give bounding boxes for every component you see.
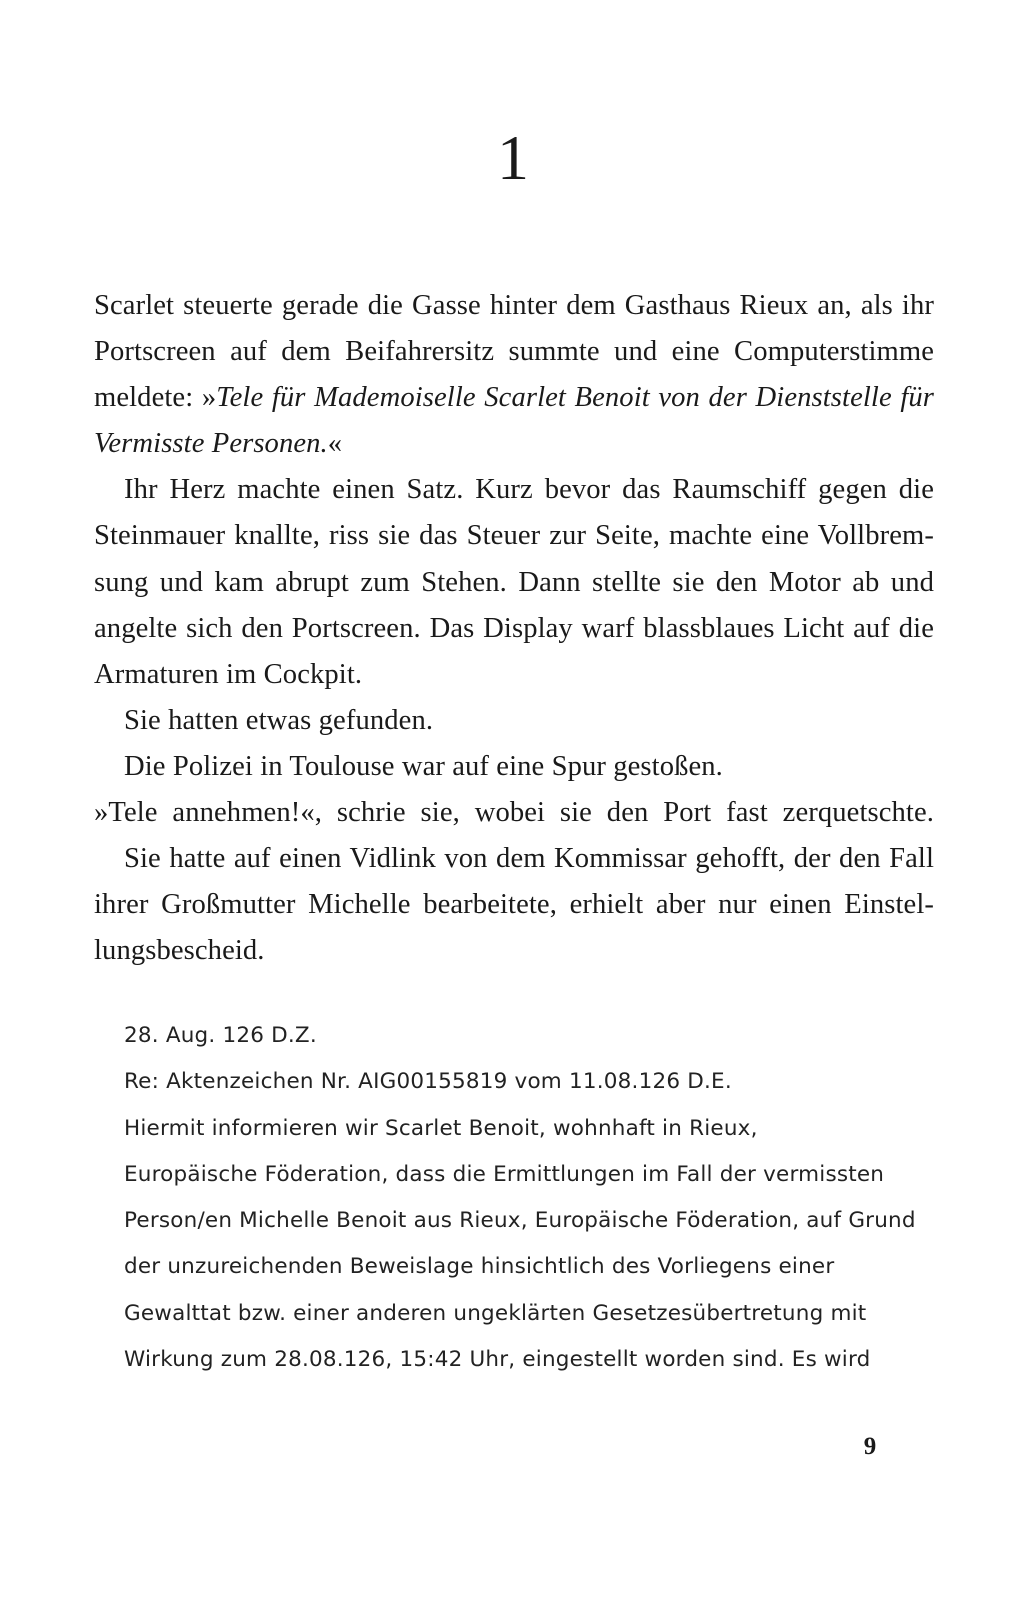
body-line-suffix: « xyxy=(327,428,343,460)
official-notice xyxy=(124,1013,916,1383)
body-line: Steinmauer knallte, riss sie das Steuer zur Seite, machte eine Vollbrem- xyxy=(94,520,934,552)
notice-line: Wirkung zum 28.08.126, 15:42 Uhr, eingestellt worden sind. Es wird xyxy=(124,1347,871,1373)
chapter-number: 1 xyxy=(497,122,529,193)
italic-quote: Vermisste Personen. xyxy=(94,428,328,460)
body-line: Die Polizei in Toulouse war auf eine Spur gestoßen. xyxy=(124,750,723,782)
body-line: Sie hatte auf einen Vidlink von dem Kommissar gehofft, der den Fall xyxy=(124,843,934,875)
body-line: Armaturen im Cockpit. xyxy=(94,658,363,690)
body-line-prefix: meldete: » xyxy=(94,382,217,414)
body-line xyxy=(94,375,934,421)
body-line: angelte sich den Portscreen. Das Display warf blassblaues Licht auf die xyxy=(94,612,934,644)
body-line: Portscreen auf dem Beifahrersitz summte und eine Computerstimme xyxy=(94,336,934,368)
notice-line: Re: Aktenzeichen Nr. AIG00155819 vom 11.08.126 D.E. xyxy=(124,1069,732,1095)
page-number: 9 xyxy=(863,1433,877,1460)
italic-quote: Tele für Mademoiselle Scarlet Benoit von der Dienststelle für xyxy=(216,382,934,414)
body-text xyxy=(94,283,934,974)
body-line: »Tele annehmen!«, schrie sie, wobei sie den Port fast zerquetschte. xyxy=(94,797,934,829)
notice-line: Europäische Föderation, dass die Ermittlungen im Fall der vermissten xyxy=(124,1161,885,1187)
body-line: Scarlet steuerte gerade die Gasse hinter dem Gasthaus Rieux an, als ihr xyxy=(94,290,934,321)
body-line xyxy=(94,421,934,467)
notice-line: Person/en Michelle Benoit aus Rieux, Europäische Föderation, auf Grund xyxy=(124,1208,916,1234)
notice-line: Hiermit informieren wir Scarlet Benoit, wohnhaft in Rieux, xyxy=(124,1115,758,1141)
body-line: Ihr Herz machte einen Satz. Kurz bevor das Raumschiff gegen die xyxy=(124,474,934,506)
notice-line: 28. Aug. 126 D.Z. xyxy=(124,1023,317,1048)
body-line: sung und kam abrupt zum Stehen. Dann stellte sie den Motor ab und xyxy=(94,566,934,598)
body-line: Sie hatten etwas gefunden. xyxy=(124,704,434,736)
notice-line: der unzureichenden Beweislage hinsichtlich des Vorliegens einer xyxy=(124,1254,835,1280)
notice-line: Gewalttat bzw. einer anderen ungeklärten Gesetzesübertretung mit xyxy=(124,1300,867,1326)
body-line: lungsbescheid. xyxy=(94,935,265,967)
body-line: ihrer Großmutter Michelle bearbeitete, erhielt aber nur einen Einstel- xyxy=(94,889,934,921)
